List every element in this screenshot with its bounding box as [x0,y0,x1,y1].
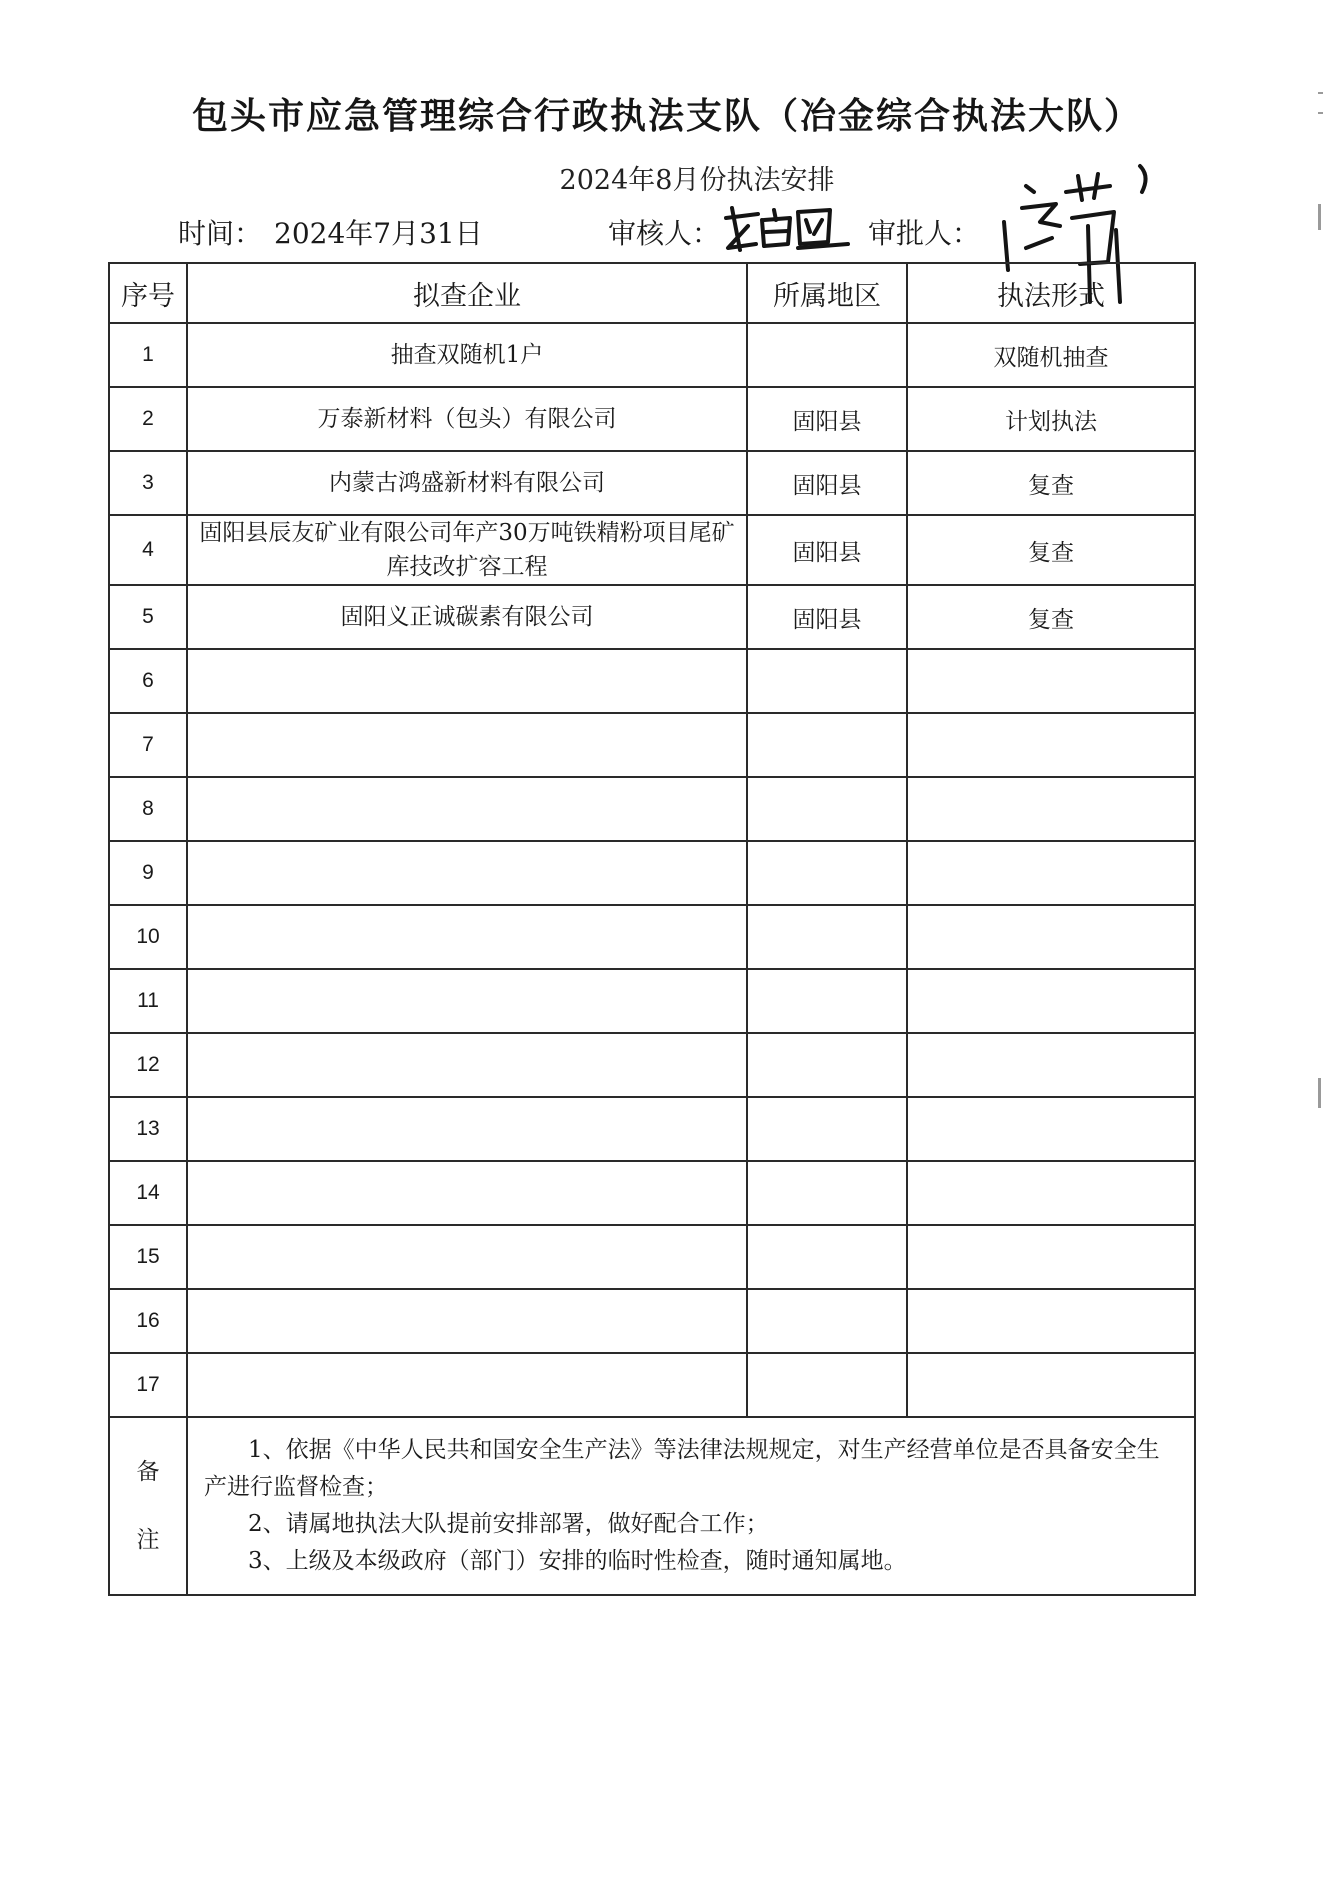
row-form [907,1033,1195,1097]
page-subtitle: 2024年8月份执法安排 [559,165,835,196]
row-form [907,905,1195,969]
row-region [747,841,907,905]
row-company [187,905,747,969]
row-form [907,1161,1195,1225]
table-row [109,713,1195,777]
column-header-form: 执法形式 [907,263,1195,323]
row-index: 12 [109,1033,187,1097]
table-row [109,1353,1195,1417]
row-company: 内蒙古鸿盛新材料有限公司 [187,451,747,515]
table-row [109,323,1195,387]
row-index: 16 [109,1289,187,1353]
row-company [187,1353,747,1417]
meta-line [178,212,1178,256]
table-row [109,777,1195,841]
table-row [109,387,1195,451]
row-index: 7 [109,713,187,777]
remarks-label-bottom: 注 [136,1527,160,1553]
table-row [109,1225,1195,1289]
row-region [747,1353,907,1417]
remarks-text [187,1417,1195,1595]
remarks-item: 3、上级及本级政府（部门）安排的临时性检查，随时通知属地。 [248,1548,907,1574]
row-index: 11 [109,969,187,1033]
row-region: 固阳县 [747,387,907,451]
row-form [907,649,1195,713]
row-form [907,1353,1195,1417]
row-company [187,969,747,1033]
row-region [747,1097,907,1161]
row-company: 固阳县辰友矿业有限公司年产30万吨铁精粉项目尾矿库技改扩容工程 [187,515,747,585]
row-form: 双随机抽查 [907,323,1195,387]
row-index: 9 [109,841,187,905]
row-region [747,323,907,387]
table-row [109,1161,1195,1225]
row-company [187,1289,747,1353]
row-company [187,1033,747,1097]
row-index: 3 [109,451,187,515]
row-company: 固阳义正诚碳素有限公司 [187,585,747,649]
column-header-index: 序号 [109,263,187,323]
row-region [747,777,907,841]
table-row [109,451,1195,515]
row-form [907,713,1195,777]
remarks-label [109,1417,187,1595]
row-region: 固阳县 [747,515,907,585]
row-form [907,969,1195,1033]
row-index: 8 [109,777,187,841]
scan-edge-mark [1318,112,1323,114]
approver-label: 审批人： [868,217,981,250]
table-row [109,905,1195,969]
table-row [109,841,1195,905]
table-row [109,649,1195,713]
row-company [187,713,747,777]
row-form: 复查 [907,451,1195,515]
row-index: 2 [109,387,187,451]
scan-edge-mark [1318,92,1323,94]
row-region: 固阳县 [747,451,907,515]
row-company: 万泰新材料（包头）有限公司 [187,387,747,451]
row-region [747,713,907,777]
row-form [907,1289,1195,1353]
row-company [187,841,747,905]
row-company [187,1161,747,1225]
row-region [747,1225,907,1289]
reviewer-label: 审核人： [608,217,721,250]
row-index: 13 [109,1097,187,1161]
remarks-row [109,1417,1195,1595]
row-company: 抽查双随机1户 [187,323,747,387]
row-region [747,905,907,969]
row-region [747,969,907,1033]
date-value: 2024年7月31日 [274,217,483,250]
remarks-label-top: 备 [136,1459,160,1485]
row-form: 复查 [907,515,1195,585]
row-form [907,777,1195,841]
row-company [187,777,747,841]
row-index: 1 [109,323,187,387]
row-form [907,1225,1195,1289]
table-row [109,585,1195,649]
row-company [187,1225,747,1289]
row-form: 计划执法 [907,387,1195,451]
page-title: 包头市应急管理综合行政执法支队（冶金综合执法大队） [191,96,1142,137]
row-form [907,841,1195,905]
row-index: 14 [109,1161,187,1225]
table-row [109,1097,1195,1161]
row-index: 4 [109,515,187,585]
column-header-company: 拟查企业 [187,263,747,323]
row-region [747,649,907,713]
schedule-table [108,262,1196,1596]
table-row [109,969,1195,1033]
row-index: 15 [109,1225,187,1289]
scan-edge-mark [1318,204,1321,230]
row-region [747,1289,907,1353]
reviewer-signature [718,198,868,258]
column-header-region: 所属地区 [747,263,907,323]
table-header-row [109,263,1195,323]
row-index: 6 [109,649,187,713]
table-row [109,515,1195,585]
row-index: 17 [109,1353,187,1417]
row-region [747,1161,907,1225]
scan-edge-mark [1318,1078,1321,1108]
table-row [109,1033,1195,1097]
row-region [747,1033,907,1097]
table-row [109,1289,1195,1353]
row-company [187,1097,747,1161]
row-region: 固阳县 [747,585,907,649]
row-company [187,649,747,713]
remarks-item: 1、依据《中华人民共和国安全生产法》等法律法规规定，对生产经营单位是否具备安全生产进行监督检查； [204,1437,1160,1500]
row-form: 复查 [907,585,1195,649]
row-form [907,1097,1195,1161]
row-index: 5 [109,585,187,649]
date-label: 时间： [178,217,263,250]
remarks-item: 2、请属地执法大队提前安排部署，做好配合工作； [248,1511,769,1537]
row-index: 10 [109,905,187,969]
